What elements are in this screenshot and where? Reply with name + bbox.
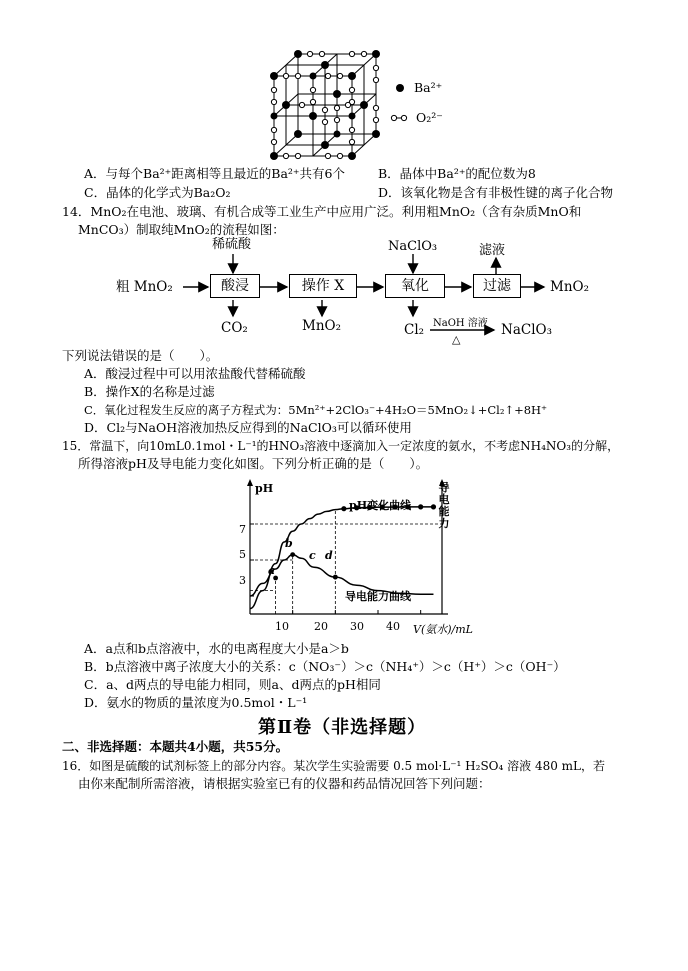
q13-option-b: B．晶体中Ba²⁺的配位数为8 (378, 166, 536, 181)
chart-ph-marker (341, 506, 346, 511)
flow-naoh-label: NaOH 溶液 (433, 318, 488, 329)
chart-y-tick-5: 5 (239, 548, 246, 561)
chart-series-conductivity-label: 导电能力曲线 (345, 590, 411, 603)
flow-step-acid-leach: 酸浸 (210, 274, 260, 298)
chart-y-label: pH (255, 482, 274, 495)
crystal-structure-figure (262, 46, 472, 164)
flow-co2-label: CO₂ (221, 320, 248, 336)
legend-ba-label: Ba²⁺ (414, 80, 443, 95)
flow-naclo3-product-label: NaClO₃ (501, 322, 552, 338)
chart-x-tick-10: 10 (275, 620, 289, 633)
chart-x-tick-40: 40 (386, 620, 400, 633)
q14-option-b: B．操作X的名称是过滤 (84, 384, 215, 399)
chart-point-b (290, 552, 295, 557)
q15-option-b: B．b点溶液中离子浓度大小的关系：c（NO₃⁻）＞c（NH₄⁺）＞c（H⁺）＞c（OH⁻） (84, 659, 566, 674)
q15-option-c: C．a、d两点的导电能力相同，则a、d两点的pH相同 (84, 677, 381, 692)
q14-question: 下列说法错误的是（ ）。 (62, 348, 219, 363)
flow-cl2-label: Cl₂ (404, 322, 425, 338)
flow-step-oxidation: 氧化 (385, 274, 445, 298)
q14-stem-line1: 14．MnO₂在电池、玻璃、有机合成等工业生产中应用广泛。利用粗MnO₂（含有杂质MnO和 (62, 204, 582, 219)
q13-option-c: C．晶体的化学式为Ba₂O₂ (84, 185, 231, 200)
chart-point-d-label: d (325, 549, 333, 562)
chart-x-tick-30: 30 (350, 620, 364, 633)
q15-option-a: A．a点和b点溶液中，水的电离程度大小是a＞b (84, 641, 349, 656)
chart-point-b-label: b (285, 537, 293, 550)
flow-mno2-byproduct-label: MnO₂ (302, 318, 341, 334)
chart-x-label: V(氨水)/mL (413, 623, 473, 636)
chart-y-arrow (247, 479, 253, 486)
flow-naclo3-label: NaClO₃ (388, 239, 438, 254)
q15-stem-line1: 15．常温下，向10mL0.1mol・L⁻¹的HNO₃溶液中逐滴加入一定浓度的氨水，不考虑NH₄NO₃的分解， (62, 439, 620, 453)
chart-y2-label-text: 导电能力 (438, 481, 450, 530)
chart-point-d (333, 575, 338, 580)
q15-stem-line2: 所得溶液pH及导电能力变化如图。下列分析正确的是（ ）。 (78, 456, 429, 471)
flow-acid-label: 稀硫酸 (212, 237, 252, 252)
q14-option-c: C．氧化过程发生反应的离子方程式为：5Mn²⁺+2ClO₃⁻+4H₂O＝5MnO₂↓+Cl₂↑+8H⁺ (84, 403, 548, 417)
flow-step-filtration: 过滤 (473, 274, 521, 298)
q16-line1: 16．如图是硫酸的试剂标签上的部分内容。某次学生实验需要 0.5 mol·L⁻¹ H₂SO₄ 溶液 480 mL，若 (62, 759, 606, 773)
q13-option-d: D．该氧化物是含有非极性键的离子化合物 (378, 185, 614, 200)
chart-y-tick-7: 7 (239, 523, 246, 536)
flow-heat-symbol: △ (452, 333, 461, 346)
chart-y-tick-3: 3 (239, 574, 246, 587)
chart-series-ph-label: pH变化曲线 (349, 499, 412, 512)
flow-output-label: MnO₂ (550, 279, 589, 295)
chart-point-a-label: a (268, 564, 276, 577)
flow-input-label: 粗 MnO₂ (116, 279, 173, 295)
q14-option-d: D．Cl₂与NaOH溶液加热反应得到的NaClO₃可以循环使用 (84, 420, 412, 435)
q16-line2: 由你来配制所需溶液，请根据实验室已有的仪器和药品情况回答下列问题： (78, 776, 491, 791)
q15-option-d: D．氨水的物质的量浓度为0.5mol・L⁻¹ (84, 695, 308, 710)
q13-option-a: A．与每个Ba²⁺距离相等且最近的Ba²⁺共有6个 (84, 166, 345, 181)
legend-o2-label: O₂²⁻ (416, 110, 443, 125)
chart-ph-marker (418, 504, 423, 509)
chart-ph-marker (431, 504, 436, 509)
chart-y2-label (438, 482, 450, 530)
section2-heading: 二、非选择题：本题共4小题，共55分。 (62, 739, 289, 754)
chart-point-c-label: c (309, 549, 316, 562)
q14-stem-line2: MnCO₃）制取纯MnO₂的流程如图： (78, 222, 285, 237)
chart-x-tick-20: 20 (314, 620, 328, 633)
q14-option-a: A．酸浸过程中可以用浓盐酸代替稀硫酸 (84, 366, 306, 381)
flow-filtrate-label: 滤液 (479, 243, 506, 258)
flow-step-operation-x: 操作 X (289, 274, 357, 298)
section2-title: 第Ⅱ卷（非选择题） (258, 717, 427, 738)
